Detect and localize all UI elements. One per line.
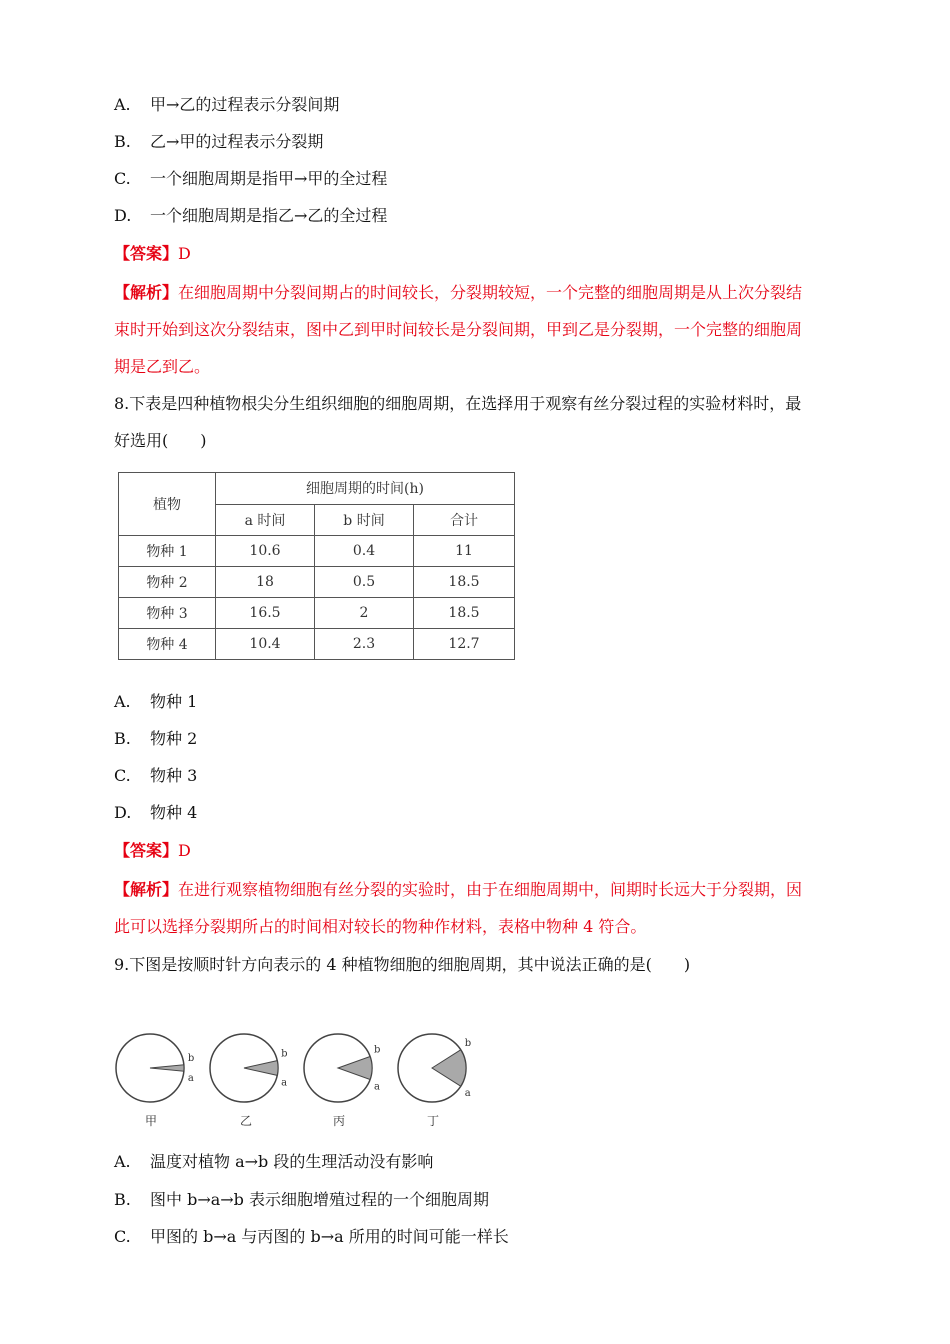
option-letter: B. [114,729,131,748]
q9-option-b [114,1189,489,1211]
analysis-label: 【解析】 [114,880,179,899]
table-cell: 18.5 [414,598,515,629]
table-group-header: 细胞周期的时间(h) [216,473,515,505]
answer-label: 【答案】 [114,841,179,860]
diagram-caption: 丁 [427,1114,440,1128]
table-column-header: b 时间 [315,504,414,536]
option-text: 物种 3 [150,766,198,785]
option-text: 温度对植物 a→b 段的生理活动没有影响 [150,1152,434,1171]
option-text: 物种 1 [150,692,198,711]
option-letter: D. [114,206,132,225]
option-text: 物种 2 [150,729,198,748]
option-letter: C. [114,766,131,785]
table-cell: 10.6 [216,536,315,567]
diagram-caption: 丙 [333,1114,346,1128]
table-column-header: 合计 [414,504,515,536]
analysis-label: 【解析】 [114,283,179,302]
point-a-label: a [464,1088,471,1100]
option-text: 一个细胞周期是指乙→乙的全过程 [150,206,388,225]
table-cell: 11 [414,536,515,567]
table-cell: 物种 4 [119,629,216,660]
table-corner-header: 植物 [119,473,216,536]
option-letter: A. [114,692,131,711]
q9-option-c [114,1226,509,1248]
q9-stem: 9.下图是按顺时针方向表示的 4 种植物细胞的细胞周期，其中说法正确的是( ) [114,955,691,974]
table-cell: 16.5 [216,598,315,629]
stem-line: 好选用( ) [114,431,207,450]
point-b-label: b [373,1044,381,1056]
analysis-line: 在细胞周期中分裂间期占的时间较长，分裂期较短，一个完整的细胞周期是从上次分裂结 [178,283,803,302]
option-text: 乙→甲的过程表示分裂期 [150,132,324,151]
table-cell: 0.4 [315,536,414,567]
option-text: 甲→乙的过程表示分裂间期 [150,95,340,114]
option-text: 甲图的 b→a 与丙图的 b→a 所用的时间可能一样长 [150,1227,509,1246]
point-a-label: a [373,1081,380,1093]
table-cell: 2.3 [315,629,414,660]
table-column-header: a 时间 [216,504,315,536]
diagram-caption: 甲 [145,1114,158,1128]
option-text: 图中 b→a→b 表示细胞增殖过程的一个细胞周期 [150,1190,490,1209]
table-cell: 物种 1 [119,536,216,567]
table-cell: 12.7 [414,629,515,660]
option-letter: B. [114,132,131,151]
table-cell: 物种 2 [119,567,216,598]
point-a-label: a [187,1073,194,1085]
option-letter: D. [114,803,132,822]
option-letter: A. [114,95,131,114]
table-cell: 2 [315,598,414,629]
option-letter: C. [114,169,131,188]
option-text: 一个细胞周期是指甲→甲的全过程 [150,169,388,188]
table-cell: 0.5 [315,567,414,598]
stem-line: 8.下表是四种植物根尖分生组织细胞的细胞周期，在选择用于观察有丝分裂过程的实验材料时，最 [114,394,802,413]
q9-option-a [114,1151,433,1173]
analysis-line: 期是乙到乙。 [114,357,211,376]
option-letter: A. [114,1152,131,1171]
analysis-line: 束时开始到这次分裂结束，图中乙到甲时间较长是分裂间期，甲到乙是分裂期，一个完整的细胞周 [114,320,803,339]
option-text: 物种 4 [150,803,198,822]
analysis-line: 在进行观察植物细胞有丝分裂的实验时，由于在细胞周期中，间期时长远大于分裂期，因 [178,880,803,899]
analysis-line: 此可以选择分裂期所占的时间相对较长的物种作材料，表格中物种 4 符合。 [114,917,647,936]
table-cell: 物种 3 [119,598,216,629]
option-letter: C. [114,1227,131,1246]
point-b-label: b [187,1052,195,1064]
option-letter: B. [114,1190,131,1209]
point-a-label: a [281,1077,288,1089]
answer-label: 【答案】 [114,244,179,263]
point-b-label: b [464,1037,472,1049]
answer-value: D [178,244,191,263]
table-cell: 18.5 [414,567,515,598]
table-cell: 18 [216,567,315,598]
answer-value: D [178,841,191,860]
diagram-caption: 乙 [240,1114,253,1128]
table-cell: 10.4 [216,629,315,660]
point-b-label: b [281,1048,288,1060]
